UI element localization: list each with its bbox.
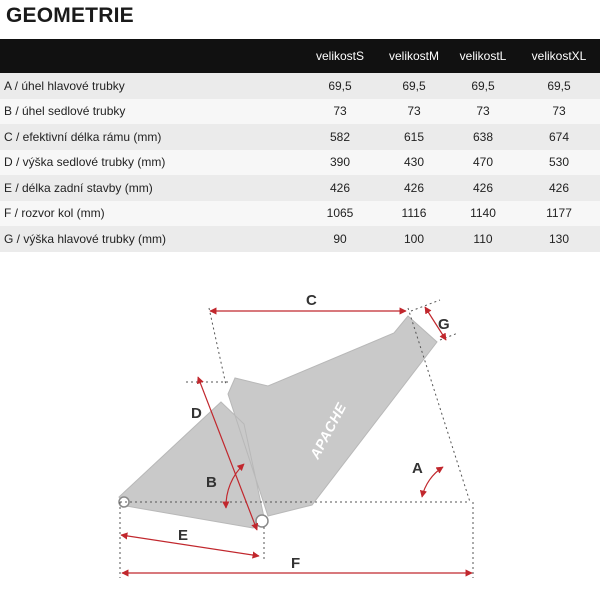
cell-value: 426 [403,180,425,195]
angle-a-arc [422,467,443,497]
cell-value: 1065 [326,206,354,221]
label-g: G [438,316,450,333]
table-header-row [0,39,600,73]
cell-value: 69,5 [471,78,495,93]
row-label: B / úhel sedlové trubky [4,104,126,119]
cell-value: 73 [333,104,347,119]
cell-value: 390 [329,155,351,170]
row-label: E / délka zadní stavby (mm) [4,180,153,195]
guide-line [209,308,226,385]
label-d: D [191,405,202,422]
table-row [0,175,600,201]
header-size-l: velikostL [459,49,507,63]
cell-value: 1140 [470,206,496,221]
guide-line [411,300,440,311]
row-label: D / výška sedlové trubky (mm) [4,155,166,170]
cell-value: 674 [548,129,570,144]
frame-brand-text: APACHE [306,399,350,462]
cell-value: 426 [548,180,570,195]
table-row [0,73,600,99]
cell-value: 100 [403,231,425,246]
cell-value: 582 [329,129,351,144]
header-size-m: velikostM [388,49,439,63]
header-size-s: velikostS [315,49,365,63]
frame-geometry-diagram [0,270,600,590]
cell-value: 530 [548,155,570,170]
table-row [0,226,600,252]
table-row [0,150,600,176]
table-row [0,99,600,125]
label-c: C [306,292,317,309]
cell-value: 73 [476,104,490,119]
table-row [0,201,600,227]
cell-value: 110 [473,231,493,246]
header-empty [0,39,300,73]
cell-value: 69,5 [547,78,571,93]
frame-silhouette [119,316,437,528]
row-label: F / rozvor kol (mm) [4,206,105,221]
row-label: G / výška hlavové trubky (mm) [4,231,167,246]
label-e: E [178,527,189,544]
cell-value: 69,5 [402,78,426,93]
label-f: F [291,555,301,572]
cell-value: 1177 [546,206,572,221]
cell-value: 615 [403,129,425,144]
table-row [0,124,600,150]
cell-value: 130 [548,231,570,246]
row-label: C / efektivní délka rámu (mm) [4,129,162,144]
cell-value: 69,5 [328,78,352,93]
cell-value: 638 [472,129,494,144]
dimension-e [121,535,259,556]
label-a: A [412,460,423,477]
page-title: GEOMETRIE [6,4,134,27]
bike-frame [119,316,437,528]
cell-value: 73 [552,104,566,119]
cell-value: 73 [407,104,421,119]
cell-value: 430 [403,155,425,170]
cell-value: 1116 [401,206,427,221]
header-size-xl: velikostXL [531,49,587,63]
cell-value: 426 [472,180,494,195]
geometry-table [0,39,600,252]
row-label: A / úhel hlavové trubky [4,78,125,93]
cell-value: 470 [472,155,494,170]
cell-value: 90 [333,231,347,246]
cell-value: 426 [329,180,351,195]
bottom-bracket [256,515,268,527]
label-b: B [206,474,217,491]
